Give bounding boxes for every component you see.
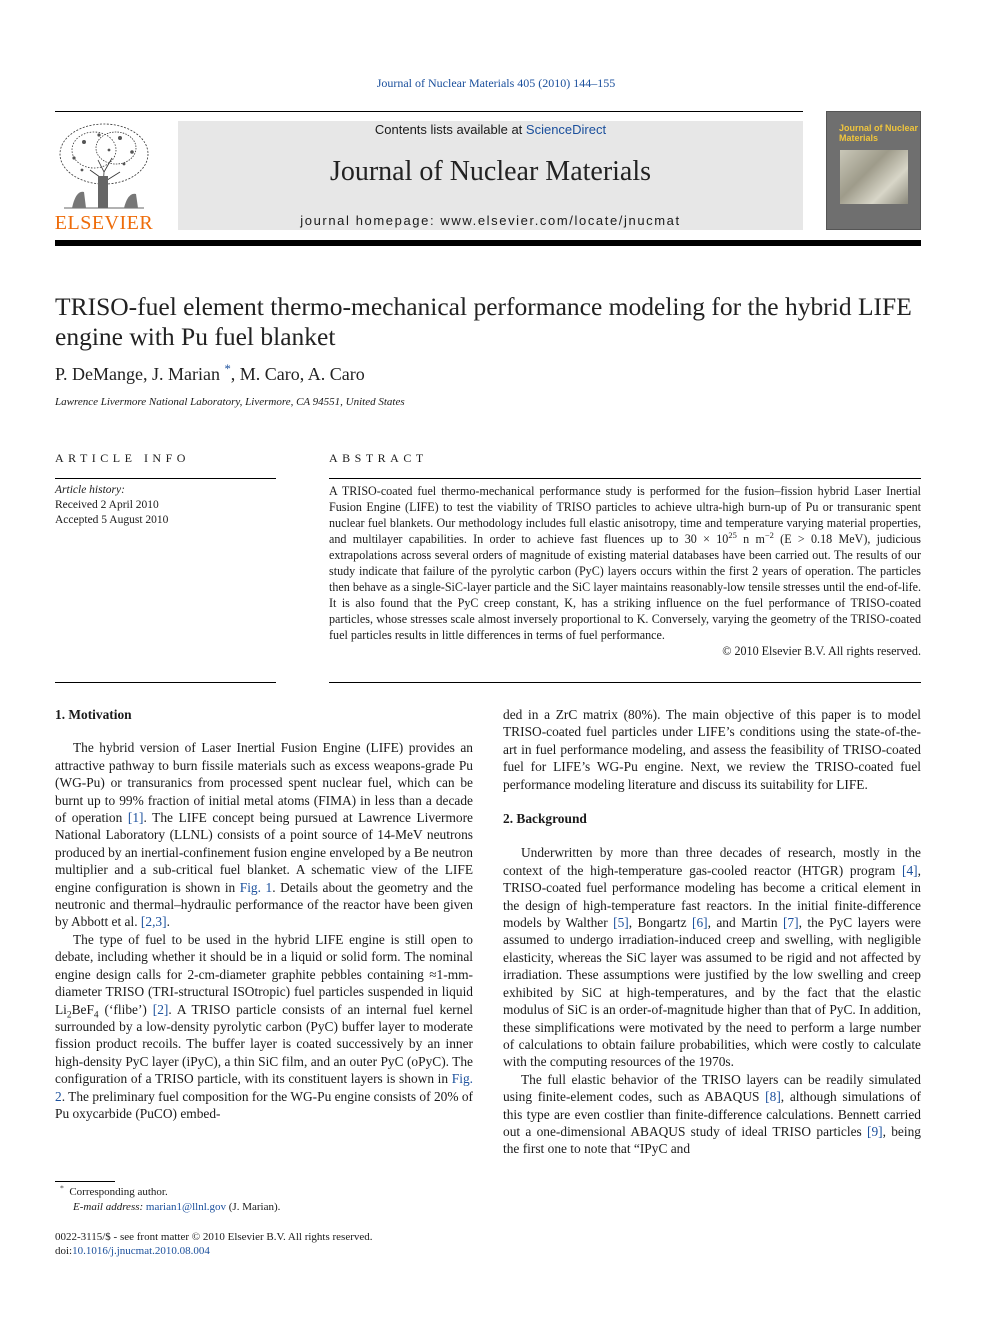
author-list: P. DeMange, J. Marian *, M. Caro, A. Caro [55,362,365,384]
header-thick-rule [55,240,921,246]
paragraph: The full elastic behavior of the TRISO layers can be readily simulated using finite-element codes, such as ABAQUS [8], although simulations of this type are even costlier than finite-difference calculations. Bennett carried out a one-dimensional ABAQUS study of ideal TRISO particles [9], being the first one to note that “IPyC and [503,1071,922,1157]
paragraph: The type of fuel to be used in the hybrid LIFE engine is still open to debate, including whether it should be in a liquid or solid form. The nominal engine design calls for 2-cm-diameter graphite pebbles containing ≈1-mm-diameter TRISO (TRI-structural ISOtropic) fuel particles suspended in liquid $Li_2BeF_4$ (‘flibe’) [2]. A TRISO particle consists of an internal fuel kernel surrounded by a low-density pyrolytic carbon (PyC) buffer layer to moderate fission product recoils. The buffer layer is coated successively by an inner high-density PyC layer (iPyC), a thin SiC film, and an outer PyC (oPyC). The configuration of a TRISO particle, with its constituent layers is shown in Fig. 2. The preliminary fuel composition for the WG-Pu engine consists of 20% of Pu oxycarbide (PuCO) embed- [55,931,473,1121]
email-link[interactable]: marian1@llnl.gov [145,1201,227,1213]
abstract-rule [329,478,921,479]
publisher-logo-text: ELSEVIER [54,212,154,234]
article-info-heading: ARTICLE INFO [55,451,190,465]
article-title: TRISO-fuel element thermo-mechanical performance modeling for the hybrid LIFE engine with Pu fuel blanket [55,292,912,351]
ref-link[interactable]: [2,3] [140,914,167,930]
ref-link[interactable]: [4] [902,862,918,878]
sciencedirect-link[interactable]: ScienceDirect [525,122,607,137]
ref-link[interactable]: [8] [765,1089,781,1105]
article-history [55,483,168,528]
header-top-rule [55,111,803,112]
paragraph: The hybrid version of Laser Inertial Fusion Engine (LIFE) provides an attractive pathway to burn fissile materials such as excess weapons-grade Pu (WG-Pu) or transuranics from processed spent nuclear fuel, which can be burnt up to 99% fraction of initial metal atoms (FIMA) in less than a decade of operation [1]. The LIFE concept being pursued at Lawrence Livermore National Laboratory (LLNL) consists of a point source of 14-MeV neutrons produced by an inertial-confinement fusion engine enveloped by a Be neutron multiplier and a sub-critical fuel blanket. A schematic view of the LIFE engine configuration is shown in Fig. 1. Details about the geometry and the neutronic and thermal–hydraulic performance of the reactor have been given by Abbott et al. [2,3]. [55,740,473,930]
article-info-rule [55,478,276,479]
journal-cover-thumbnail[interactable] [826,111,921,230]
footnote-corresponding: * Corresponding author. [60,1183,168,1198]
section-heading-motivation: 1. Motivation [55,707,132,722]
paragraph: ded in a ZrC matrix (80%). The main objective of this paper is to model TRISO-coated fuel particles under LIFE’s conditions using the state-of-the-art in fuel performance modeling, and assess the feasibility of TRISO-coated fuel for LIFE’s WG-Pu engine. Next, we review the TRISO-coated fuel performance modeling literature and discuss its suitability for LIFE. [503,707,921,792]
ref-link[interactable]: [7] [782,915,799,931]
article-info-bottom-rule [55,682,276,683]
history-label: Article history: [55,484,125,496]
paragraph: Underwritten by more than three decades of research, mostly in the context of the high-temperature gas-cooled reactor (HTGR) program [4], TRISO-coated fuel performance modeling has become a critical element in the design of high-temperature fast reactors. In the initial finite-difference models by Walther [5], Bongartz [6], and Martin [7], the PyC layers were assumed to undergo irradiation-induced creep and swelling, with negligible elasticity, whereas the SiC layer was assumed to be rigid and not affected by irradiation. These assumptions were justified by the low swelling and creep exhibited by SiC at high-temperatures, and by the fact that the elastic modulus of SiC is an order-of-magnitude higher than that of PyC. In addition, these simplifications were motivated by the need to perform a large number of calculations to obtain failure probabilities, which were costly to calculate with the computing resources of the 1970s. [503,845,921,1070]
ref-link[interactable]: [5] [613,915,629,931]
abstract-bottom-rule [329,682,921,683]
ref-link[interactable]: [9] [867,1123,883,1139]
body-column-right [503,706,921,1158]
doi-link[interactable]: 10.1016/j.jnucmat.2010.08.004 [72,1245,210,1257]
abstract-text: A TRISO-coated fuel thermo-mechanical performance study is performed for the fusion–fission hybrid Laser Inertial Fusion Engine (LIFE) to test the viability of TRISO particles to achieve ultra-high burn-up of Pu or transuranic spent nuclear fuel blankets. Our methodology includes full elastic anisotropy, time and temperature varying material properties, and multilayer capabilities. In order to achieve fast fluences up to $30 \times 10^{25}$ n $m^{-2}$ (E > 0.18 MeV), judicious extrapolations across several orders of magnitude of existing material databases have been carried out. The results of our study indicate that failure of the pyrolytic carbon (PyC) layers occurs within the first 2 years of operation. The particles then behave as a single-SiC-layer particle and the SiC layer maintains reasonably-low tensile stresses until the end-of-life. It is also found that the PyC creep constant, K, has a striking influence on the fuel performance of TRISO-coated particles, whose stresses scale almost inversely proportional to K. Conversely, varying the geometry of the TRISO-coated fuel particles results in little differences in terms of fuel performance. © 2010 Elsevier B.V. All rights reserved. [329,484,922,658]
ref-link[interactable]: [2] [152,1001,169,1017]
cover-title: Journal of Nuclear Materials [839,123,919,143]
received-date: Received 2 April 2010 [55,499,159,511]
figure-link[interactable]: Fig. 1 [239,879,273,895]
affiliation: Lawrence Livermore National Laboratory, Livermore, CA 94551, United States [55,396,405,408]
body-column-left [55,706,473,1122]
cover-image [840,150,908,204]
journal-citation[interactable]: Journal of Nuclear Materials 405 (2010) 144–155 [376,76,616,90]
doi-line: doi:10.1016/j.jnucmat.2010.08.004 [55,1245,210,1257]
front-matter-line: 0022-3115/$ - see front matter © 2010 Elsevier B.V. All rights reserved. [55,1231,373,1243]
ref-link[interactable]: [6] [691,915,708,931]
footnote-rule [55,1181,115,1182]
corresponding-author-mark[interactable]: * [224,362,231,376]
abstract-copyright: © 2010 Elsevier B.V. All rights reserved. [722,644,921,658]
ref-link[interactable]: [1] [127,810,144,826]
journal-homepage: journal homepage: www.elsevier.com/locate/jnucmat [300,213,681,228]
accepted-date: Accepted 5 August 2010 [55,514,169,526]
section-heading-background: 2. Background [503,811,587,827]
figure-link[interactable]: Fig. 2 [55,1071,473,1104]
abstract-heading: ABSTRACT [329,451,428,465]
journal-title: Journal of Nuclear Materials [329,156,652,187]
footnote-email: E-mail address: marian1@llnl.gov (J. Marian). [73,1201,281,1213]
contents-line: Contents lists available at ScienceDirect [374,122,607,137]
homepage-url[interactable]: www.elsevier.com/locate/jnucmat [440,213,681,228]
